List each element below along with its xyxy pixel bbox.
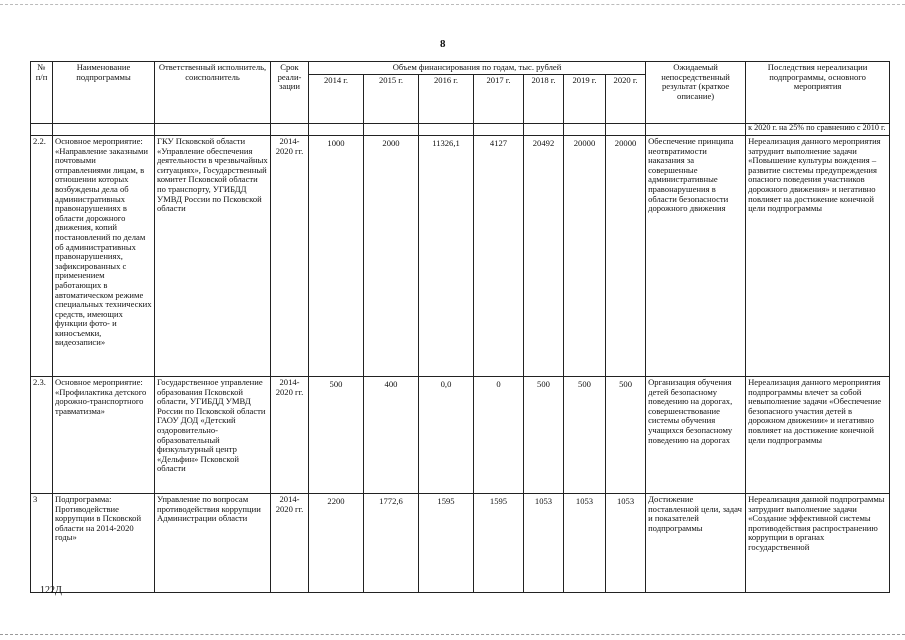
row-term: 2014-2020 гг.: [271, 136, 309, 377]
row-value: 2200: [309, 494, 364, 593]
row-value: 2000: [364, 136, 419, 377]
row-result: Организация обучения детей безопасному поведению на дорогах, совершенствование системы обучения учащихся безопасному поведению на дорогах: [646, 377, 746, 494]
row-consequences: Нереализация данного мероприятия затруднит выполнение задачи «Повышение культуры вождения – развитие системы предупреждения опасного поведения участников дорожного движения» и негативно повлияет на достижение конечной цели подпрограммы: [746, 136, 890, 377]
header-year: 2020 г.: [606, 75, 646, 124]
header-name: Наименование подпрограммы: [53, 62, 155, 124]
row-name: Подпрограмма: Противодействие коррупции в Псковской области на 2014-2020 годы»: [53, 494, 155, 593]
row-num: 2.3.: [31, 377, 53, 494]
bottom-scan-edge: [0, 634, 905, 635]
row-executor: ГКУ Псковской области «Управление обеспечения деятельности в чрезвычайных ситуациях», Государственный комитет Псковской области по транспорту, УГИБДД УМВД России по Псковской области: [155, 136, 271, 377]
row-name: Основное мероприятие: «Профилактика детского дорожно-транспортного травматизма»: [53, 377, 155, 494]
row-name: Основное мероприятие: «Направление заказными почтовыми отправлениями лицам, в отношении которых возбуждены дела об административных правонарушениях в области дорожного движения, копий постановлений по делам об административных правонарушениях, зафиксированных с применением работающих в автоматическом режиме специальных технических средств, имеющих функции фото- и киносъемки, видеозаписи»: [53, 136, 155, 377]
row-result: Достижение поставленной цели, задач и показателей подпрограммы: [646, 494, 746, 593]
row-num: 3: [31, 494, 53, 593]
carryover-text: к 2020 г. на 25% по сравнению с 2010 г.: [746, 124, 890, 136]
row-value: 1053: [564, 494, 606, 593]
row-value: 20000: [606, 136, 646, 377]
page-number: 8: [440, 38, 446, 50]
header-result: Ожидаемый непосредственный результат (краткое описание): [646, 62, 746, 124]
row-result: Обеспечение принципа неотвратимости наказания за совершенные административные правонарушения в области безопасности дорожного движения: [646, 136, 746, 377]
header-funding: Объем финансирования по годам, тыс. рублей: [309, 62, 646, 75]
table-row: [31, 494, 890, 593]
row-value: 1595: [419, 494, 474, 593]
row-executor: Управление по вопросам противодействия коррупции Администрации области: [155, 494, 271, 593]
row-value: 500: [309, 377, 364, 494]
table-row: [31, 377, 890, 494]
header-year: 2014 г.: [309, 75, 364, 124]
header-term: Срок реали-зации: [271, 62, 309, 124]
header-year: 2015 г.: [364, 75, 419, 124]
row-consequences: Нереализация данного мероприятия подпрограммы влечет за собой невыполнение задачи «Обеспечение безопасного участия детей в дорожном движении» и негативно повлияет на достижение конечной цели подпрограммы: [746, 377, 890, 494]
row-value: 20000: [564, 136, 606, 377]
header-year: 2019 г.: [564, 75, 606, 124]
row-value: 1053: [524, 494, 564, 593]
row-value: 0,0: [419, 377, 474, 494]
row-term: 2014-2020 гг.: [271, 494, 309, 593]
top-scan-edge: [0, 4, 905, 5]
row-value: 500: [564, 377, 606, 494]
row-value: 1595: [474, 494, 524, 593]
header-year: 2016 г.: [419, 75, 474, 124]
row-value: 1772,6: [364, 494, 419, 593]
header-executor: Ответственный исполнитель, соисполнитель: [155, 62, 271, 124]
row-consequences: Нереализация данной подпрограммы затруднит выполнение задачи «Создание эффективной системы противодействия распространению коррупции в органах государственной: [746, 494, 890, 593]
row-value: 500: [606, 377, 646, 494]
header-num: № п/п: [31, 62, 53, 124]
header-year: 2017 г.: [474, 75, 524, 124]
row-value: 1053: [606, 494, 646, 593]
header-year: 2018 г.: [524, 75, 564, 124]
table-row: [31, 136, 890, 377]
header-consequences: Последствия нереализации подпрограммы, основного мероприятия: [746, 62, 890, 124]
row-executor: Государственное управление образования Псковской области, УГИБДД УМВД России по Псковской области ГАОУ ДОД «Детский оздоровительно-образовательный физкультурный центр «Дельфин» Псковской области: [155, 377, 271, 494]
footer-code: 122Д: [40, 585, 62, 596]
row-value: 500: [524, 377, 564, 494]
row-value: 11326,1: [419, 136, 474, 377]
funding-table: [30, 61, 890, 593]
row-value: 0: [474, 377, 524, 494]
row-term: 2014-2020 гг.: [271, 377, 309, 494]
row-value: 400: [364, 377, 419, 494]
row-num: 2.2.: [31, 136, 53, 377]
row-value: 1000: [309, 136, 364, 377]
carryover-row: [31, 124, 890, 136]
row-value: 20492: [524, 136, 564, 377]
row-value: 4127: [474, 136, 524, 377]
